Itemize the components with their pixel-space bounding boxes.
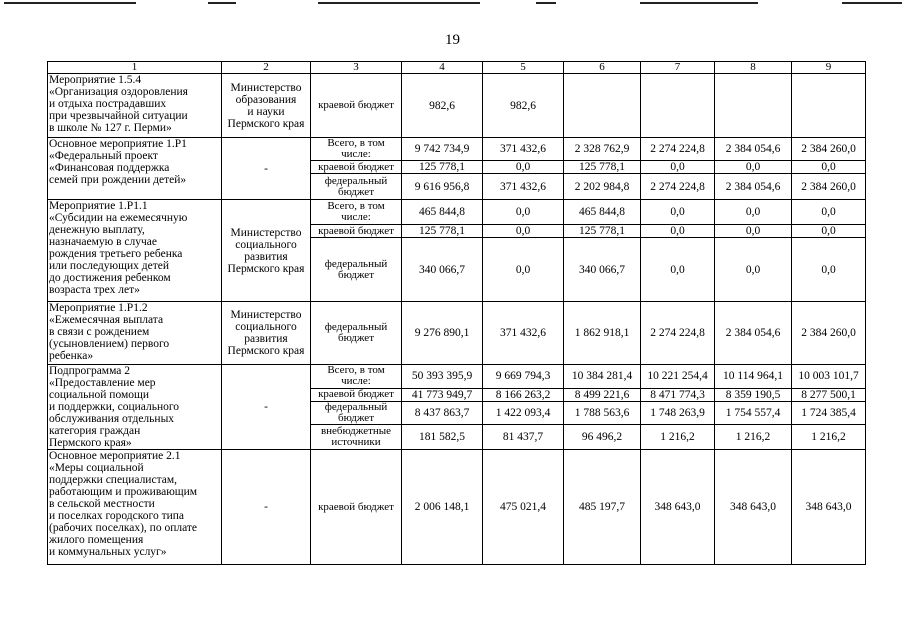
amount-cell: 340 066,7 xyxy=(402,238,483,302)
amount-cell: 2 384 260,0 xyxy=(792,302,866,365)
rows.0.name_lines-line: при чрезвычайной ситуации xyxy=(49,110,188,122)
amount-cell: 0,0 xyxy=(715,200,792,225)
amount-cell: 0,0 xyxy=(483,225,564,238)
rows.4.name_lines-line: и поддержки, социального xyxy=(49,401,180,413)
funding-source: краевой бюджет xyxy=(311,450,402,565)
column-header-1: 1 xyxy=(48,62,222,74)
executor xyxy=(222,200,311,302)
rows.3.name_lines-line: в связи с рождением xyxy=(49,326,150,338)
amount-cell xyxy=(641,74,715,138)
amount-cell: 8 499 221,6 xyxy=(564,388,641,401)
column-header-9: 9 xyxy=(792,62,866,74)
amount-cell: 2 274 224,8 xyxy=(641,174,715,200)
rows.3.executor_lines-line: Пермского края xyxy=(227,345,305,357)
amount-cell: 1 754 557,4 xyxy=(715,401,792,425)
rows.2.name_lines-line: «Субсидии на ежемесячную xyxy=(49,212,188,224)
amount-cell: 0,0 xyxy=(715,238,792,302)
amount-cell: 10 003 101,7 xyxy=(792,365,866,389)
rows.0.name_lines-line: в школе № 127 г. Перми» xyxy=(49,122,172,134)
column-header-2: 2 xyxy=(222,62,311,74)
scan-edge-marks xyxy=(0,2,905,5)
rows.4.name_lines-line: Пермского края» xyxy=(49,437,132,449)
rows.5.name_lines-line: поддержки специалистам, xyxy=(49,474,177,486)
activity-name xyxy=(48,200,222,302)
amount-cell: 0,0 xyxy=(641,225,715,238)
table-row xyxy=(48,302,866,365)
rows.1.name_lines-line: семей при рождении детей» xyxy=(49,174,187,186)
amount-cell: 1 788 563,6 xyxy=(564,401,641,425)
column-header-5: 5 xyxy=(483,62,564,74)
funding-source: федеральный бюджет xyxy=(311,401,402,425)
amount-cell: 9 669 794,3 xyxy=(483,365,564,389)
rows.4.executor_lines-line: - xyxy=(264,401,268,413)
rows.2.name_lines-line: рождения третьего ребенка xyxy=(49,248,183,260)
amount-cell: 2 384 054,6 xyxy=(715,302,792,365)
amount-cell: 125 778,1 xyxy=(402,225,483,238)
amount-cell: 9 616 956,8 xyxy=(402,174,483,200)
amount-cell: 982,6 xyxy=(483,74,564,138)
rows.3.executor_lines-line: Министерство xyxy=(230,309,302,321)
column-header-8: 8 xyxy=(715,62,792,74)
funding-source: краевой бюджет xyxy=(311,74,402,138)
amount-cell: 1 422 093,4 xyxy=(483,401,564,425)
amount-cell: 1 216,2 xyxy=(641,425,715,450)
amount-cell: 1 862 918,1 xyxy=(564,302,641,365)
rows.2.name_lines-line: возраста трех лет» xyxy=(49,284,140,296)
amount-cell xyxy=(564,74,641,138)
amount-cell: 81 437,7 xyxy=(483,425,564,450)
amount-cell: 8 437 863,7 xyxy=(402,401,483,425)
rows.1.name_lines-line: «Федеральный проект xyxy=(49,150,158,162)
funding-source: федеральный бюджет xyxy=(311,302,402,365)
amount-cell: 2 384 260,0 xyxy=(792,174,866,200)
amount-cell: 0,0 xyxy=(483,161,564,174)
rows.1.name_lines-line: Основное мероприятие 1.Р1 xyxy=(49,138,187,150)
funding-source: Всего, в том числе: xyxy=(311,200,402,225)
amount-cell: 41 773 949,7 xyxy=(402,388,483,401)
column-header-3: 3 xyxy=(311,62,402,74)
amount-cell: 465 844,8 xyxy=(564,200,641,225)
activity-name xyxy=(48,365,222,450)
amount-cell: 348 643,0 xyxy=(792,450,866,565)
rows.0.name_lines-line: Мероприятие 1.5.4 xyxy=(49,74,142,86)
amount-cell: 1 216,2 xyxy=(792,425,866,450)
funding-source: федеральный бюджет xyxy=(311,238,402,302)
amount-cell: 982,6 xyxy=(402,74,483,138)
amount-cell: 465 844,8 xyxy=(402,200,483,225)
amount-cell: 8 359 190,5 xyxy=(715,388,792,401)
amount-cell: 0,0 xyxy=(641,238,715,302)
amount-cell: 1 748 263,9 xyxy=(641,401,715,425)
amount-cell: 0,0 xyxy=(483,200,564,225)
rows.5.executor_lines-line: - xyxy=(264,501,268,513)
amount-cell: 10 221 254,4 xyxy=(641,365,715,389)
amount-cell: 0,0 xyxy=(715,225,792,238)
table-row xyxy=(48,138,866,161)
rows.2.executor_lines-line: социального xyxy=(235,238,297,251)
amount-cell: 2 006 148,1 xyxy=(402,450,483,565)
rows.0.executor_lines-line: образования xyxy=(235,93,297,106)
amount-cell xyxy=(792,74,866,138)
amount-cell: 0,0 xyxy=(792,238,866,302)
amount-cell: 181 582,5 xyxy=(402,425,483,450)
amount-cell: 0,0 xyxy=(792,161,866,174)
rows.5.name_lines-line: работающим и проживающим xyxy=(49,486,198,498)
executor xyxy=(222,365,311,450)
rows.2.name_lines-line: назначаемую в случае xyxy=(49,236,157,248)
amount-cell: 0,0 xyxy=(641,161,715,174)
amount-cell: 0,0 xyxy=(483,238,564,302)
amount-cell: 348 643,0 xyxy=(715,450,792,565)
amount-cell: 10 114 964,1 xyxy=(715,365,792,389)
amount-cell: 9 742 734,9 xyxy=(402,138,483,161)
amount-cell: 0,0 xyxy=(641,200,715,225)
activity-name xyxy=(48,450,222,565)
funding-source: краевой бюджет xyxy=(311,225,402,238)
amount-cell: 9 276 890,1 xyxy=(402,302,483,365)
rows.3.name_lines-line: (усыновлением) первого xyxy=(49,338,170,350)
amount-cell: 475 021,4 xyxy=(483,450,564,565)
rows.2.name_lines-line: или последующих детей xyxy=(49,260,169,272)
amount-cell: 340 066,7 xyxy=(564,238,641,302)
funding-source: Всего, в том числе: xyxy=(311,138,402,161)
table-row xyxy=(48,200,866,225)
amount-cell: 125 778,1 xyxy=(564,161,641,174)
rows.3.executor_lines-line: социального xyxy=(235,321,297,333)
rows.0.executor_lines-line: и науки xyxy=(247,105,285,118)
executor xyxy=(222,450,311,565)
rows.1.name_lines-line: «Финансовая поддержка xyxy=(49,162,170,174)
executor xyxy=(222,138,311,200)
budget-table xyxy=(47,61,866,565)
amount-cell: 8 166 263,2 xyxy=(483,388,564,401)
amount-cell: 8 471 774,3 xyxy=(641,388,715,401)
amount-cell: 2 274 224,8 xyxy=(641,302,715,365)
amount-cell: 0,0 xyxy=(792,200,866,225)
amount-cell xyxy=(715,74,792,138)
amount-cell: 50 393 395,9 xyxy=(402,365,483,389)
rows.3.executor_lines-line: развития xyxy=(244,333,288,345)
rows.4.name_lines-line: «Предоставление мер xyxy=(49,377,156,389)
rows.0.executor_lines-line: Пермского края xyxy=(227,117,305,130)
rows.1.executor_lines-line: - xyxy=(264,162,268,175)
table-row xyxy=(48,365,866,389)
amount-cell: 125 778,1 xyxy=(564,225,641,238)
rows.5.name_lines-line: и поселках городского типа xyxy=(49,510,185,522)
rows.3.name_lines-line: Мероприятие 1.Р1.2 xyxy=(49,302,148,314)
amount-cell: 371 432,6 xyxy=(483,138,564,161)
amount-cell: 125 778,1 xyxy=(402,161,483,174)
amount-cell: 2 384 054,6 xyxy=(715,138,792,161)
rows.4.name_lines-line: Подпрограмма 2 xyxy=(49,365,131,377)
rows.5.name_lines-line: и коммунальных услуг» xyxy=(49,546,167,558)
rows.4.name_lines-line: категория граждан xyxy=(49,425,141,437)
rows.5.name_lines-line: жилого помещения xyxy=(49,534,144,546)
activity-name xyxy=(48,302,222,365)
amount-cell: 371 432,6 xyxy=(483,174,564,200)
rows.5.name_lines-line: (рабочих поселках), по оплате xyxy=(49,522,198,534)
funding-source: внебюджетные источники xyxy=(311,425,402,450)
table-row xyxy=(48,74,866,138)
amount-cell: 371 432,6 xyxy=(483,302,564,365)
rows.3.name_lines-line: «Ежемесячная выплата xyxy=(49,314,164,326)
funding-source: краевой бюджет xyxy=(311,388,402,401)
rows.5.name_lines-line: в сельской местности xyxy=(49,498,155,510)
amount-cell: 2 384 054,6 xyxy=(715,174,792,200)
rows.4.name_lines-line: обслуживания отдельных xyxy=(49,413,175,425)
column-header-6: 6 xyxy=(564,62,641,74)
funding-source: федеральный бюджет xyxy=(311,174,402,200)
activity-name xyxy=(48,138,222,200)
activity-name xyxy=(48,74,222,138)
amount-cell: 348 643,0 xyxy=(641,450,715,565)
column-header-7: 7 xyxy=(641,62,715,74)
amount-cell: 8 277 500,1 xyxy=(792,388,866,401)
amount-cell: 2 274 224,8 xyxy=(641,138,715,161)
rows.0.executor_lines-line: Министерство xyxy=(230,81,302,94)
rows.2.name_lines-line: денежную выплату, xyxy=(49,224,145,236)
amount-cell: 96 496,2 xyxy=(564,425,641,450)
rows.2.executor_lines-line: Пермского края xyxy=(227,262,305,275)
rows.2.executor_lines-line: Министерство xyxy=(230,226,302,239)
rows.4.name_lines-line: социальной помощи xyxy=(49,389,150,401)
rows.2.name_lines-line: Мероприятие 1.Р1.1 xyxy=(49,200,148,212)
amount-cell: 10 384 281,4 xyxy=(564,365,641,389)
rows.5.name_lines-line: Основное мероприятие 2.1 xyxy=(49,450,181,462)
rows.2.name_lines-line: до достижения ребенком xyxy=(49,272,171,284)
amount-cell: 1 724 385,4 xyxy=(792,401,866,425)
amount-cell: 2 328 762,9 xyxy=(564,138,641,161)
column-header-4: 4 xyxy=(402,62,483,74)
header-row xyxy=(48,62,866,74)
rows.5.name_lines-line: «Меры социальной xyxy=(49,462,144,474)
funding-source: Всего, в том числе: xyxy=(311,365,402,389)
table-row xyxy=(48,450,866,565)
amount-cell: 0,0 xyxy=(715,161,792,174)
rows.3.name_lines-line: ребенка» xyxy=(49,350,94,362)
executor xyxy=(222,302,311,365)
rows.0.name_lines-line: и отдыха пострадавших xyxy=(49,98,167,110)
executor xyxy=(222,74,311,138)
amount-cell: 0,0 xyxy=(792,225,866,238)
amount-cell: 1 216,2 xyxy=(715,425,792,450)
page-number: 19 xyxy=(445,32,460,48)
rows.2.executor_lines-line: развития xyxy=(244,250,288,263)
funding-source: краевой бюджет xyxy=(311,161,402,174)
rows.0.name_lines-line: «Организация оздоровления xyxy=(49,86,188,98)
amount-cell: 485 197,7 xyxy=(564,450,641,565)
amount-cell: 2 202 984,8 xyxy=(564,174,641,200)
amount-cell: 2 384 260,0 xyxy=(792,138,866,161)
